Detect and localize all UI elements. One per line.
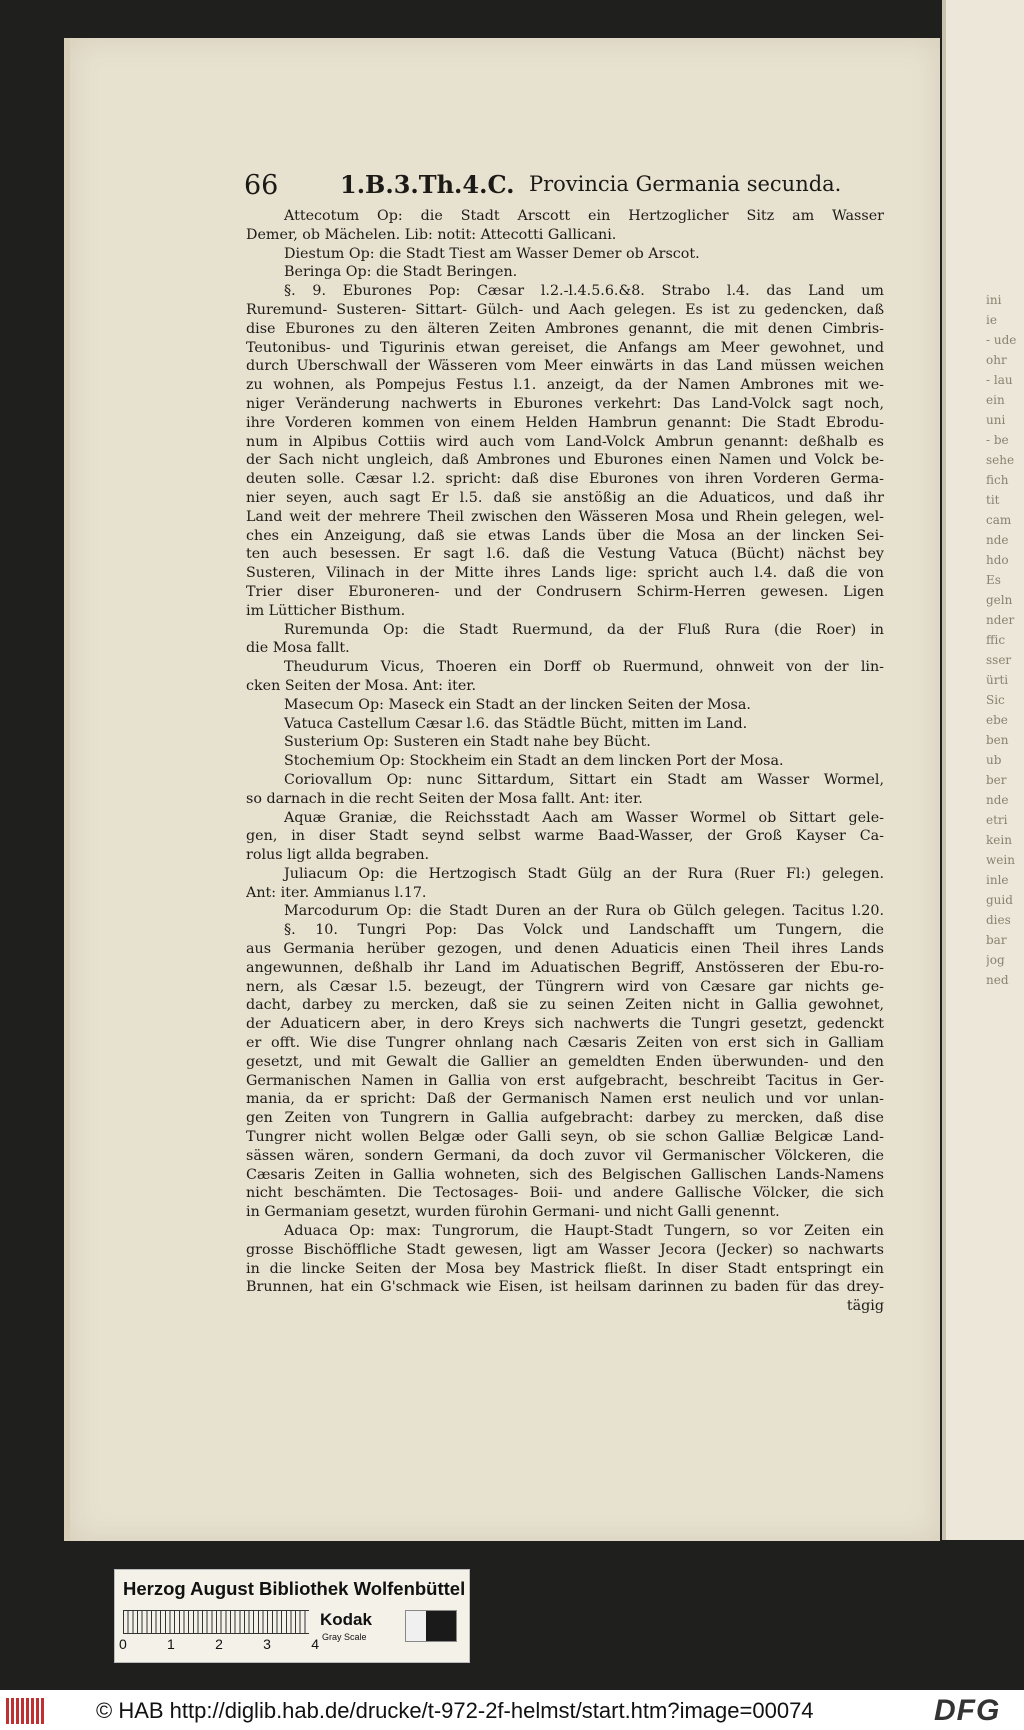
bleed-fragment: ein (986, 393, 1005, 407)
bleed-fragment: ini (986, 293, 1002, 307)
scale-numbers (119, 1636, 319, 1652)
text-line: die Mosa fallt. (246, 640, 350, 657)
text-line: Susteren, Vilinach in der Mitte ihres Lands lige: spricht auch l.4. daß die von (246, 565, 884, 582)
bleed-fragment: nder (986, 613, 1015, 627)
text-line: so darnach in die recht Seiten der Mosa fallt. Ant: iter. (246, 790, 643, 807)
text-line: dise Eburones zu den älteren Zeiten Ambrones genannt, die mit denen Cimbris- (246, 320, 884, 337)
bleed-fragment: sser (986, 653, 1012, 667)
text-line: Juliacum Op: die Hertzogisch Stadt Gülg an der Rura (Ruer Fl:) gelegen. (284, 865, 884, 882)
kodak-label: Kodak (320, 1610, 372, 1629)
text-line: Brunnen, hat ein G'schmack wie Eisen, ist heilsam darinnen zu baden für das drey- (246, 1279, 884, 1296)
bleed-fragment: wein (986, 853, 1015, 867)
text-line: im Lütticher Bisthum. (246, 602, 406, 619)
text-line: §. 10. Tungri Pop: Das Volck und Landschafft um Tungern, die (284, 922, 884, 939)
bleed-fragment: - ude (986, 333, 1017, 347)
scale-number: 1 (167, 1636, 175, 1652)
page-body-text (246, 207, 884, 1316)
text-line: Land weit der mehrere Theil zwischen den Wässeren Mosa und Rhein gelegen, wel- (246, 508, 884, 525)
text-line: Tungrer nicht wollen Belgæ oder Galli seyn, ob sie schon Galliæ Belgicæ Land- (246, 1129, 884, 1146)
bleed-fragment: dies (986, 913, 1011, 927)
text-line: rolus ligt allda begraben. (246, 847, 430, 864)
text-line: Coriovallum Op: nunc Sittardum, Sittart ein Stadt am Wasser Wormel, (284, 771, 884, 788)
text-line: Cæsaris Zeiten in Gallia wohneten, sich des Belgischen Gallischen Lands-Namens (246, 1166, 884, 1183)
bleed-fragment: ffic (986, 633, 1006, 647)
bleed-fragment: fich (986, 473, 1009, 487)
text-line: er offt. Wie dise Tungrer ohnlang nach Cæsaris Zeiten von erst sich in Galliam (246, 1035, 884, 1052)
text-line: §. 9. Eburones Pop: Cæsar l.2.-l.4.5.6.&8. Strabo l.4. das Land um (284, 283, 884, 300)
scale-number: 2 (215, 1636, 223, 1652)
text-line: Stochemium Op: Stockheim ein Stadt an dem lincken Port der Mosa. (284, 753, 784, 770)
bleed-fragment: kein (986, 833, 1012, 847)
text-line: num in Alpibus Cottiis wird auch vom Land-Volck Ambrun genannt: deßhalb es (246, 433, 884, 450)
dfg-logo: DFG (934, 1694, 1001, 1727)
text-line: nier seyen, auch sagt Er l.5. daß sie anstößig an die Aduaticos, und daß ihr (246, 489, 884, 506)
text-line: gesetzt, und mit Gewalt die Gallier an gemeldten Enden überwunden- und den (246, 1053, 884, 1070)
text-line: mania, da er spricht: Daß der Germanisch Namen erst neulich und vor unlan- (246, 1091, 884, 1108)
text-line: Diestum Op: die Stadt Tiest am Wasser Demer ob Arscot. (284, 245, 700, 262)
text-line: der Sach nicht ungleich, daß Ambrones und Eburones einen Namen und Volck be- (246, 452, 884, 469)
text-line: Aduaca Op: max: Tungrorum, die Haupt-Stadt Tungern, so vor Zeiten ein (284, 1223, 884, 1240)
scale-number: 4 (311, 1636, 319, 1652)
scale-number: 3 (263, 1636, 271, 1652)
bleed-fragment: ben (986, 733, 1009, 747)
text-line: ten auch besessen. Er sagt l.6. daß die Vestung Vatuca (Bücht) nächst bey (246, 546, 884, 563)
text-line: angewunnen, deßhalb ihr Land im Aduatischen Begriff, Anstösseren der Ebu-ro- (246, 959, 884, 976)
bleed-fragment: - lau (986, 373, 1013, 387)
facing-page-bleed-text (986, 290, 1022, 990)
text-line: Vatuca Castellum Cæsar l.6. das Städtle Bücht, mitten im Land. (284, 715, 748, 732)
text-line: nern, als Cæsar l.5. bezeugt, der Tüngrern wird von Cæsare gar nichts ge- (246, 978, 884, 995)
text-line: zu wohnen, als Pompejus Festus l.1. anzeigt, da der Namen Ambrones mit we- (246, 377, 884, 394)
text-line: Marcodurum Op: die Stadt Duren an der Rura ob Gülch gelegen. Tacitus l.20. (284, 903, 884, 920)
library-color-card (114, 1569, 470, 1663)
text-line: in die lincke Seiten der Mosa bey Mastrick fließt. In diser Stadt entspringt ein (246, 1260, 884, 1277)
bleed-fragment: ie (986, 313, 997, 327)
text-line: Masecum Op: Maseck ein Stadt an der lincken Seiten der Mosa. (284, 696, 751, 713)
gray-scale-label: Gray Scale (322, 1632, 367, 1642)
bleed-fragment: inle (986, 873, 1009, 887)
bleed-fragment: ohr (986, 353, 1007, 367)
bleed-fragment: jog (986, 953, 1005, 967)
bleed-fragment: Sic (986, 693, 1005, 707)
measure-scale (123, 1610, 309, 1634)
bleed-fragment: nde (986, 533, 1009, 547)
text-line: Ruremund- Susteren- Sittart- Gülch- und Aach gelegen. Es ist zu gedencken, daß (246, 301, 884, 318)
text-line: durch Uberschwall der Wässeren vom Meer einwärts in das Land müssen weichen (246, 358, 884, 375)
text-line: der Aduaticern aber, in dero Kreys sich nachwerts die Tungri gesetzt, gedenckt (246, 1016, 884, 1033)
bleed-fragment: ber (986, 773, 1007, 787)
bleed-fragment: ned (986, 973, 1009, 987)
text-line: Demer, ob Mächelen. Lib: notit: Attecotti Gallicani. (246, 226, 617, 243)
text-line: niger Veränderung nachwerts in Eburones verkehrt: Das Land-Volck sagt noch, (246, 395, 884, 412)
bleed-fragment: cam (986, 513, 1012, 527)
text-line: in Germaniam gesetzt, wurden fürohin Germani- und nicht Galli genennt. (246, 1204, 780, 1221)
text-line: nicht beschämten. Die Tectosages- Boii- und andere Gallische Völcker, die sich (246, 1185, 884, 1202)
bleed-fragment: - be (986, 433, 1009, 447)
viewer-footer (0, 1690, 1024, 1730)
text-line: Beringa Op: die Stadt Beringen. (284, 264, 518, 281)
bleed-fragment: bar (986, 933, 1007, 947)
text-line: grosse Bischöffliche Stadt gewesen, ligt am Wasser Jecora (Jecker) so nachwarts (246, 1241, 884, 1258)
bleed-fragment: geln (986, 593, 1013, 607)
bleed-fragment: ürti (986, 673, 1009, 687)
text-line: gen Zeiten von Tungrern in Gallia aufgebracht: darbey zu mercken, daß dise (246, 1110, 884, 1127)
gray-swatch (405, 1610, 457, 1642)
bleed-fragment: uni (986, 413, 1006, 427)
bleed-fragment: Es (986, 573, 1001, 587)
text-line: tägig (846, 1298, 884, 1315)
text-line: ihre Vorderen kommen von einem Helden Hambrun genannt: Die Stadt Ebrodu- (246, 414, 884, 431)
bleed-fragment: hdo (986, 553, 1009, 567)
bleed-fragment: guid (986, 893, 1013, 907)
bleed-fragment: sehe (986, 453, 1015, 467)
text-line: gen, in diser Stadt seynd selbst warme Baad-Wasser, der Groß Kayser Ca- (246, 828, 884, 845)
library-name: Herzog August Bibliothek Wolfenbüttel (123, 1578, 466, 1599)
text-line: aus Germania herüber gezogen, und denen Aduaticis einen Theil ihres Lands (246, 941, 884, 958)
page-number: 66 (244, 170, 279, 201)
bleed-fragment: ebe (986, 713, 1008, 727)
text-line: cken Seiten der Mosa. Ant: iter. (246, 677, 477, 694)
hab-logo-icon (6, 1698, 46, 1724)
text-line: Ant: iter. Ammianus l.17. (246, 884, 427, 901)
scale-number: 0 (119, 1636, 127, 1652)
text-line: sässen wären, sondern Germani, da doch zuvor vil Germanischer Völckeren, die (246, 1147, 884, 1164)
text-line: Theudurum Vicus, Thoeren ein Dorff ob Ruermund, ohnweit von der lin- (284, 659, 884, 676)
text-line: Susterium Op: Susteren ein Stadt nahe bey Bücht. (284, 734, 651, 751)
page-header (244, 168, 894, 208)
bleed-fragment: etri (986, 813, 1008, 827)
running-title: Provincia Germania secunda. (529, 172, 842, 196)
text-line: Teutonibus- und Tigurinis etwan gereiset, die Anfangs am Meer gewohnet, und (246, 339, 884, 356)
text-line: Trier diser Eburoneren- und der Condrusern Schirm-Herren gewesen. Ligen (246, 583, 884, 600)
bleed-fragment: nde (986, 793, 1009, 807)
bleed-fragment: tit (986, 493, 1000, 507)
text-line: deuten solle. Cæsar l.2. spricht: daß dise Eburones von ihren Vorderen Germa- (246, 471, 884, 488)
text-line: Attecotum Op: die Stadt Arscott ein Hertzoglicher Sitz am Wasser (284, 208, 884, 224)
text-line: ches ein Anzeigung, daß sie etwas Lands über die Mosa an der lincken Sei- (246, 527, 884, 544)
text-line: Aquæ Graniæ, die Reichsstadt Aach am Wasser Wormel ob Sittart gele- (284, 809, 884, 826)
text-line: dacht, darbey zu mercken, daß sie zu seinen Zeiten nicht in Gallia gewohnet, (246, 997, 884, 1014)
text-line: Ruremunda Op: die Stadt Ruermund, da der Fluß Rura (die Roer) in (284, 621, 884, 638)
bleed-fragment: ub (986, 753, 1002, 767)
source-url-link[interactable]: © HAB http://diglib.hab.de/drucke/t-972-2f-helmst/start.htm?image=00074 (96, 1698, 814, 1723)
text-line: Germanischen Namen in Gallia von erst aufgebracht, beschreibt Tacitus in Ger- (246, 1072, 884, 1089)
section-signature: 1.B.3.Th.4.C. (340, 170, 515, 199)
